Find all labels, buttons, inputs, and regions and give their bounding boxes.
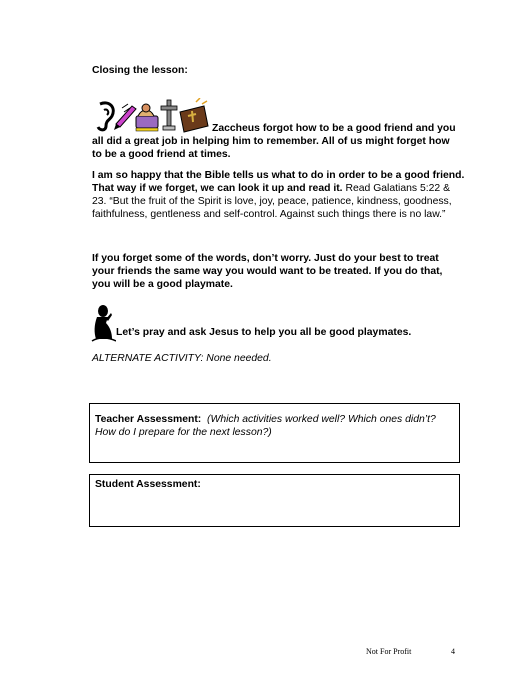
para2-line3: 23. “But the fruit of the Spirit is love, joy, peace, patience, kindness, goodness, bbox=[92, 196, 452, 207]
para2-line2 bbox=[92, 182, 450, 195]
para1-line1: Zaccheus forgot how to be a good friend and you bbox=[212, 123, 456, 134]
para3-line1: If you forget some of the words, don’t worry. Just do your best to treat bbox=[92, 253, 439, 264]
para2-line2-bold: That way if we forget, we can look it up and read it. bbox=[92, 183, 343, 194]
teacher-assessment-box[interactable] bbox=[89, 403, 460, 463]
teacher-assessment-label: Teacher Assessment: bbox=[95, 414, 202, 425]
praying-child-icon bbox=[90, 305, 116, 343]
para1-line2: all did a great job in helping him to remember. All of us might forget how bbox=[92, 136, 450, 147]
teacher-assessment-prompt2: How do I prepare for the next lesson?) bbox=[95, 427, 272, 438]
student-assessment-label: Student Assessment: bbox=[95, 479, 201, 490]
para2-line1: I am so happy that the Bible tells us what to do in order to be a good friend. bbox=[92, 170, 465, 181]
student-assessment-box[interactable] bbox=[89, 474, 460, 527]
section-heading: Closing the lesson: bbox=[92, 65, 188, 76]
para1-line3: to be a good friend at times. bbox=[92, 149, 231, 160]
teacher-assessment-line1 bbox=[95, 413, 436, 426]
page-number: 4 bbox=[451, 647, 455, 656]
footer-text: Not For Profit bbox=[366, 647, 412, 656]
icon-strip-graphic bbox=[92, 98, 210, 134]
cross-icon bbox=[161, 100, 177, 130]
para2-line2-plain: Read Galatians 5:22 & bbox=[342, 183, 451, 194]
icon-strip bbox=[92, 98, 210, 134]
para3-line2: your friends the same way you would want to be treated. If you do that, bbox=[92, 266, 443, 277]
pencil-icon bbox=[114, 104, 136, 130]
para3-line3: you will be a good playmate. bbox=[92, 279, 233, 290]
teacher-assessment-prompt1: (Which activities worked well? Which ones didn’t? bbox=[207, 414, 436, 425]
ear-icon bbox=[98, 103, 113, 130]
hands-icon bbox=[136, 104, 158, 131]
praying-child-graphic bbox=[90, 305, 116, 343]
alternate-activity: ALTERNATE ACTIVITY: None needed. bbox=[92, 353, 272, 364]
bible-icon bbox=[180, 98, 208, 132]
para2-line4: faithfulness, gentleness and self-control. Against such things there is no law.” bbox=[92, 209, 446, 220]
prayer-line: Let’s pray and ask Jesus to help you all be good playmates. bbox=[116, 327, 412, 338]
